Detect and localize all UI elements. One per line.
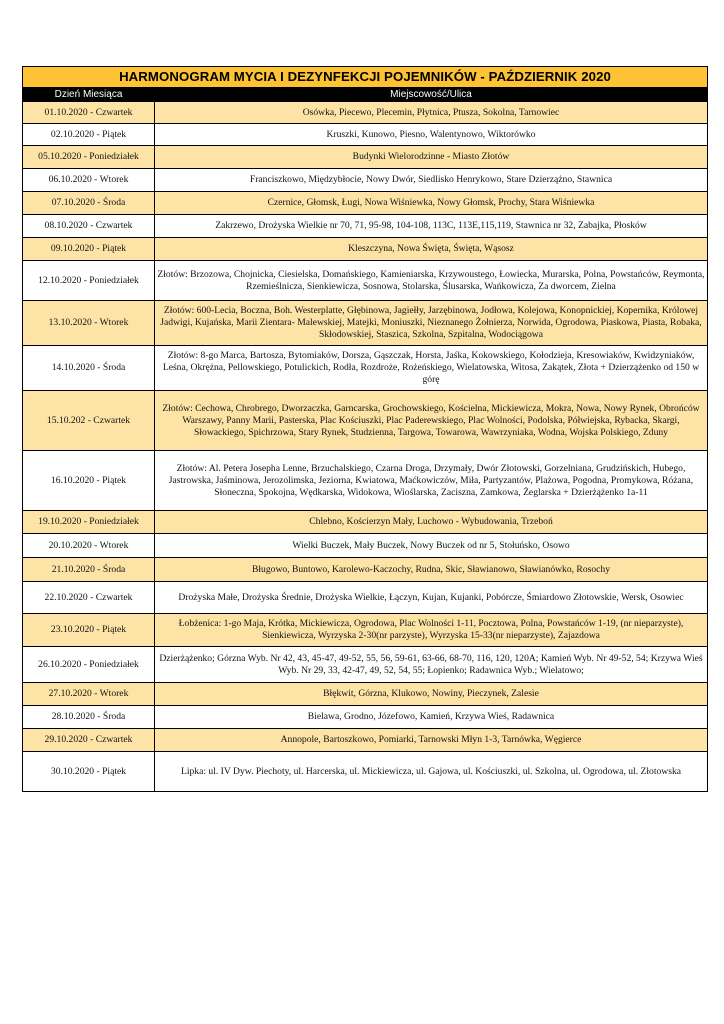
places-cell: Zakrzewo, Drożyska Wielkie nr 70, 71, 95-98, 104-108, 113C, 113E,115,119, Stawnica nr 32, Zabajka, Płosków <box>155 215 708 238</box>
places-cell: Łobżenica: 1-go Maja, Krótka, Mickiewicza, Ogrodowa, Plac Wolności 1-11, Pocztowa, Polna, Powstańców 1-19, (nr nieparzyste), Sienkiewicza, Wyrzyska 2-30(nr parzyste), Wyrzyska 15-33(nr nieparzyste), Zajazdowa <box>155 614 708 647</box>
date-cell: 01.10.2020 - Czwartek <box>23 102 155 124</box>
table-row <box>23 647 708 683</box>
places-cell: Złotów: 600-Lecia, Boczna, Boh. Westerplatte, Głębinowa, Jagiełły, Jarzębinowa, Jodłowa, Kolejowa, Konopnickiej, Kopernika, Królowej Jadwigi, Kujańska, Marii Zientara- Malewskiej, Matejki, Moniuszki, Nieznanego Żołnierza, Norwida, Ogrodowa, Piaskowa, Piasta, Robaka, Skłodowskiej, Staszica, Szkolna, Szpitalna, Wodociągowa <box>155 301 708 346</box>
table-row <box>23 534 708 558</box>
places-cell: Kleszczyna, Nowa Święta, Święta, Wąsosz <box>155 238 708 261</box>
places-cell: Złotów: Cechowa, Chrobrego, Dworzaczka, Garncarska, Grochowskiego, Kościelna, Mickiewicza, Mokra, Nowa, Nowy Rynek, Obrońców Warszawy, Panny Marii, Pasterska, Plac Kościuszki, Plac Paderewskiego, Plac Wolności, Podolska, Półwiejska, Rybacka, Skargi, Słowackiego, Spichrzowa, Stary Rynek, Studzienna, Targowa, Towarowa, Wawrzyniaka, Wodna, Wojska Polskiego, Zduny <box>155 391 708 451</box>
column-header-date: Dzień Miesiąca <box>23 88 155 102</box>
date-cell: 12.10.2020 - Poniedziałek <box>23 261 155 301</box>
table-row <box>23 346 708 391</box>
table-row <box>23 451 708 511</box>
table-row <box>23 215 708 238</box>
table-row <box>23 261 708 301</box>
table-row <box>23 301 708 346</box>
date-cell: 19.10.2020 - Poniedziałek <box>23 511 155 534</box>
table-row <box>23 391 708 451</box>
places-cell: Błękwit, Górzna, Klukowo, Nowiny, Pieczynek, Zalesie <box>155 683 708 706</box>
table-row <box>23 558 708 582</box>
places-cell: Złotów: Al. Petera Josepha Lenne, Brzuchalskiego, Czarna Droga, Drzymały, Dwór Złotowski, Gorzelniana, Grudzińskich, Hubego, Jastrowska, Jaśminowa, Jerozolimska, Jeziorna, Kwiatowa, Maćkowiczów, Miła, Partyzantów, Plażowa, Pogodna, Promykowa, Różana, Słoneczna, Spokojna, Wędkarska, Widokowa, Wioślarska, Zaciszna, Zamkowa, Żeglarska + Dzierżążenko 1a-11 <box>155 451 708 511</box>
places-cell: Drożyska Małe, Drożyska Średnie, Drożyska Wielkie, Łączyn, Kujan, Kujanki, Pobórcze, Śmiardowo Złotowskie, Wersk, Osowiec <box>155 582 708 614</box>
places-cell: Osówka, Piecewo, Plecemin, Płytnica, Ptusza, Sokolna, Tarnowiec <box>155 102 708 124</box>
date-cell: 28.10.2020 - Środa <box>23 706 155 729</box>
table-row <box>23 752 708 792</box>
schedule-table <box>22 66 708 792</box>
places-cell: Annopole, Bartoszkowo, Pomiarki, Tarnowski Młyn 1-3, Tarnówka, Węgierce <box>155 729 708 752</box>
title-row <box>23 67 708 88</box>
table-row <box>23 582 708 614</box>
date-cell: 23.10.2020 - Piątek <box>23 614 155 647</box>
date-cell: 09.10.2020 - Piątek <box>23 238 155 261</box>
date-cell: 06.10.2020 - Wtorek <box>23 169 155 192</box>
places-cell: Złotów: Brzozowa, Chojnicka, Ciesielska, Domańskiego, Kamieniarska, Krzywoustego, Łowiecka, Murarska, Polna, Powstańców, Reymonta, Rzemieślnicza, Sienkiewicza, Sosnowa, Stolarska, Ślusarska, Wańkowicza, Za dworcem, Zielna <box>155 261 708 301</box>
places-cell: Lipka: ul. IV Dyw. Piechoty, ul. Harcerska, ul. Mickiewicza, ul. Gajowa, ul. Kościuszki, ul. Szkolna, ul. Ogrodowa, ul. Złotowska <box>155 752 708 792</box>
table-row <box>23 729 708 752</box>
places-cell: Bługowo, Buntowo, Karolewo-Kaczochy, Rudna, Skic, Sławianowo, Sławianówko, Rosochy <box>155 558 708 582</box>
table-row <box>23 102 708 124</box>
date-cell: 21.10.2020 - Środa <box>23 558 155 582</box>
date-cell: 16.10.2020 - Piątek <box>23 451 155 511</box>
table-row <box>23 238 708 261</box>
table-row <box>23 706 708 729</box>
places-cell: Wielki Buczek, Mały Buczek, Nowy Buczek od nr 5, Stołuńsko, Osowo <box>155 534 708 558</box>
places-cell: Złotów: 8-go Marca, Bartosza, Bytomiaków, Dorsza, Gąszczak, Horsta, Jaśka, Kokowskiego, Kołodzieja, Kresowiaków, Kwidzyniaków, Leśna, Okrężna, Pellowskiego, Potulickich, Rodła, Rozdroże, Rożeńskiego, Wielatowska, Witosa, Zakątek, Złota + Dzierzążenko od 150 w górę <box>155 346 708 391</box>
date-cell: 22.10.2020 - Czwartek <box>23 582 155 614</box>
date-cell: 14.10.2020 - Środa <box>23 346 155 391</box>
date-cell: 26.10.2020 - Poniedziałek <box>23 647 155 683</box>
date-cell: 15.10.202 - Czwartek <box>23 391 155 451</box>
table-row <box>23 192 708 215</box>
table-row <box>23 614 708 647</box>
places-cell: Kruszki, Kunowo, Piesno, Walentynowo, Wiktorówko <box>155 124 708 146</box>
places-cell: Czernice, Głomsk, Ługi, Nowa Wiśniewka, Nowy Głomsk, Prochy, Stara Wiśniewka <box>155 192 708 215</box>
places-cell: Bielawa, Grodno, Józefowo, Kamień, Krzywa Wieś, Radawnica <box>155 706 708 729</box>
table-row <box>23 146 708 169</box>
date-cell: 29.10.2020 - Czwartek <box>23 729 155 752</box>
date-cell: 13.10.2020 - Wtorek <box>23 301 155 346</box>
date-cell: 02.10.2020 - Piątek <box>23 124 155 146</box>
date-cell: 27.10.2020 - Wtorek <box>23 683 155 706</box>
date-cell: 07.10.2020 - Środa <box>23 192 155 215</box>
header-row <box>23 88 708 102</box>
date-cell: 08.10.2020 - Czwartek <box>23 215 155 238</box>
places-cell: Franciszkowo, Międzybłocie, Nowy Dwór, Siedlisko Henrykowo, Stare Dzierzążno, Stawnica <box>155 169 708 192</box>
date-cell: 20.10.2020 - Wtorek <box>23 534 155 558</box>
table-row <box>23 124 708 146</box>
date-cell: 30.10.2020 - Piątek <box>23 752 155 792</box>
places-cell: Budynki Wielorodzinne - Miasto Złotów <box>155 146 708 169</box>
places-cell: Dzierżążenko; Górzna Wyb. Nr 42, 43, 45-47, 49-52, 55, 56, 59-61, 63-66, 68-70, 116, 120, 120A; Kamień Wyb. Nr 49-52, 54; Krzywa Wieś Wyb. Nr 29, 33, 42-47, 49, 52, 54, 55; Łopienko; Radawnica Wyb.; Wielatowo; <box>155 647 708 683</box>
table-row <box>23 169 708 192</box>
places-cell: Chlebno, Kościerzyn Mały, Luchowo - Wybudowania, Trzeboń <box>155 511 708 534</box>
table-row <box>23 511 708 534</box>
table-row <box>23 683 708 706</box>
document-title: HARMONOGRAM MYCIA I DEZYNFEKCJI POJEMNIKÓW - PAŹDZIERNIK 2020 <box>23 67 708 88</box>
date-cell: 05.10.2020 - Poniedziałek <box>23 146 155 169</box>
column-header-place: Miejscowość/Ulica <box>155 88 708 102</box>
